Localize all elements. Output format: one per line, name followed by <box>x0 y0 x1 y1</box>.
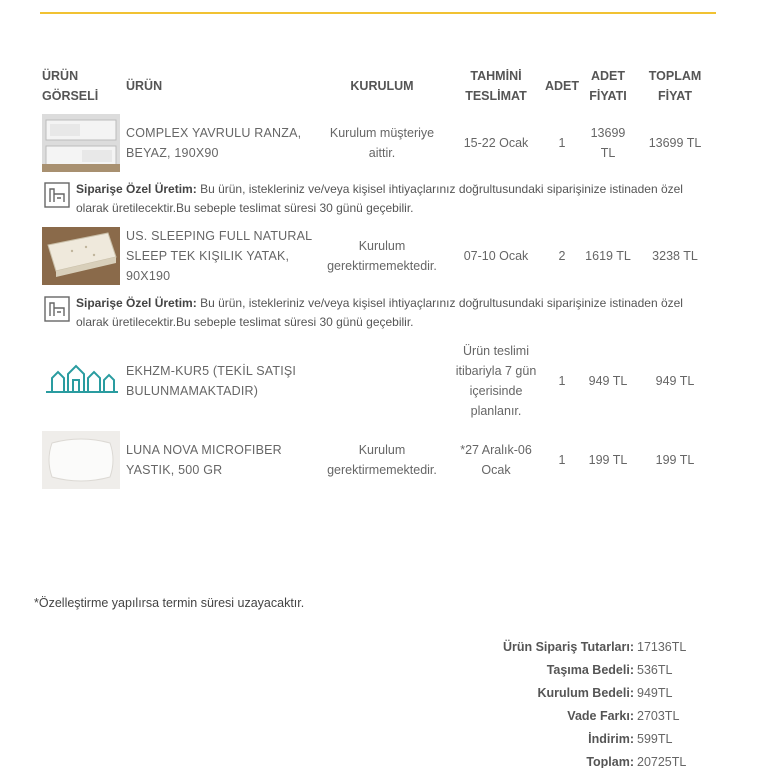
summary-label: Taşıma Bedeli: <box>546 663 634 677</box>
summary-value: 2703TL <box>637 709 680 723</box>
unit-price: 949 TL <box>588 374 628 388</box>
summary-row-installment <box>380 705 710 728</box>
table-row <box>40 426 716 494</box>
total-price: 199 TL <box>655 453 695 467</box>
summary-label: Kurulum Bedeli: <box>537 686 634 700</box>
home-setup-icon[interactable] <box>42 352 120 410</box>
total-price: 3238 TL <box>652 249 698 263</box>
col-header-total: TOPLAM FİYAT <box>648 69 702 103</box>
note-title: Siparişe Özel Üretim: <box>76 182 197 196</box>
unit-price: 1619 TL <box>585 249 631 263</box>
product-name[interactable]: LUNA NOVA MICROFIBER YASTIK, 500 GR <box>126 443 282 477</box>
product-name[interactable]: COMPLEX YAVRULU RANZA, BEYAZ, 190X90 <box>126 126 302 160</box>
total-price: 13699 TL <box>648 136 702 150</box>
summary-row-shipping <box>380 659 710 682</box>
quantity: 1 <box>558 374 566 388</box>
col-header-unit-price: ADET FİYATI <box>589 69 627 103</box>
total-price: 949 TL <box>655 374 695 388</box>
setup-info: Kurulum gerektirmemektedir. <box>327 239 437 273</box>
setup-info: Kurulum gerektirmemektedir. <box>327 443 437 477</box>
unit-price: 199 TL <box>588 453 628 467</box>
quantity: 1 <box>558 136 566 150</box>
summary-value: 20725TL <box>637 755 687 768</box>
bunk-bed-photo[interactable] <box>42 114 120 172</box>
custom-production-icon <box>42 180 72 210</box>
col-header-product: ÜRÜN <box>126 79 163 93</box>
product-name[interactable]: US. SLEEPING FULL NATURAL SLEEP TEK KIŞILIK YATAK, 90X190 <box>126 229 312 283</box>
unit-price: 13699 TL <box>590 126 626 160</box>
summary-value: 536TL <box>637 663 673 677</box>
header-divider <box>40 12 716 14</box>
order-summary <box>380 636 710 768</box>
quantity: 2 <box>558 249 566 263</box>
product-name[interactable]: EKHZM-KUR5 (TEKİL SATIŞI BULUNMAMAKTADIR) <box>126 364 297 398</box>
summary-value: 599TL <box>637 732 673 746</box>
delivery-date: 15-22 Ocak <box>463 136 529 150</box>
summary-row-subtotal <box>380 636 710 659</box>
summary-value: 17136TL <box>637 640 687 654</box>
custom-production-icon <box>42 294 72 324</box>
summary-label: Toplam: <box>586 755 634 768</box>
note-title: Siparişe Özel Üretim: <box>76 296 197 310</box>
summary-label: İndirim: <box>588 732 634 746</box>
col-header-image: ÜRÜN GÖRSELİ <box>42 69 99 103</box>
summary-row-setup <box>380 682 710 705</box>
summary-value: 949TL <box>637 686 673 700</box>
table-header-row <box>40 62 716 110</box>
pillow-photo[interactable] <box>42 431 120 489</box>
note-text: Bu ürün, istekleriniz ve/veya kişisel ihtiyaçlarınız doğrultusundaki siparişinize istinaden özel olarak üretilecektir.Bu sebeple teslimat süresi 30 günü geçebilir. <box>76 296 683 329</box>
col-header-setup: KURULUM <box>350 79 414 93</box>
table-row <box>40 110 716 176</box>
setup-info: Kurulum müşteriye aittir. <box>329 126 435 160</box>
table-row <box>40 222 716 290</box>
summary-label: Ürün Sipariş Tutarları: <box>502 640 634 654</box>
summary-row-total <box>380 751 710 768</box>
delivery-date: Ürün teslimi itibariyla 7 gün içerisinde planlanır. <box>455 344 537 418</box>
summary-label: Vade Farkı: <box>567 709 634 723</box>
customization-note: *Özelleştirme yapılırsa termin süresi uzayacaktır. <box>34 596 305 610</box>
custom-production-note <box>40 290 716 336</box>
order-items-table <box>40 62 716 494</box>
note-text: Bu ürün, istekleriniz ve/veya kişisel ihtiyaçlarınız doğrultusundaki siparişinize istinaden özel olarak üretilecektir.Bu sebeple teslimat süresi 30 günü geçebilir. <box>76 182 683 215</box>
mattress-photo[interactable] <box>42 227 120 285</box>
delivery-date: *27 Aralık-06 Ocak <box>460 443 532 477</box>
table-row <box>40 336 716 426</box>
col-header-qty: ADET <box>544 79 580 93</box>
col-header-delivery: TAHMİNİ TESLİMAT <box>465 69 527 103</box>
quantity: 1 <box>558 453 566 467</box>
summary-row-discount <box>380 728 710 751</box>
setup-info <box>314 336 450 426</box>
custom-production-note <box>40 176 716 222</box>
delivery-date: 07-10 Ocak <box>463 249 529 263</box>
